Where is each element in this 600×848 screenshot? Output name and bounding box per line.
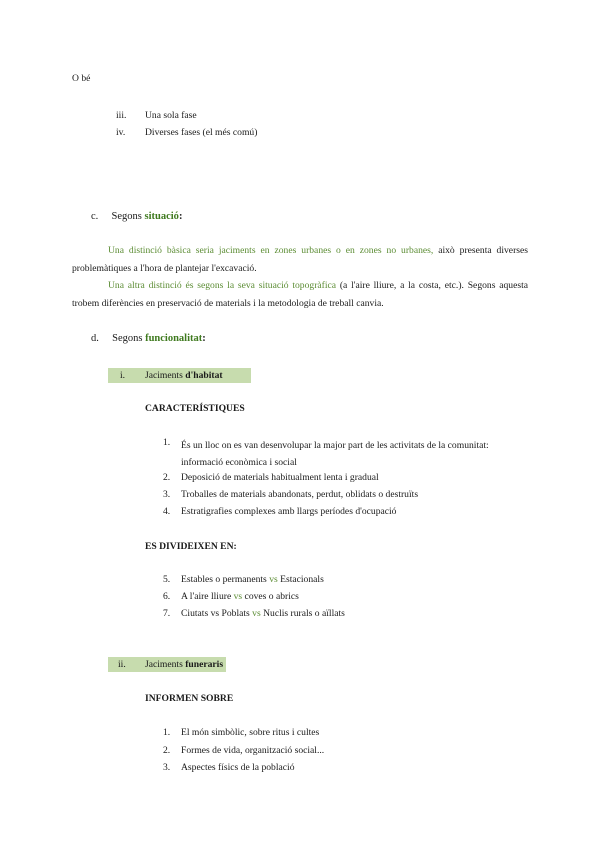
paragraph-text: (a l'aire lliure, a la costa, etc.). Segons aquesta trobem diferències en preservació de materials i la metodologia de treball canvia. — [72, 280, 529, 309]
list-item: Una sola fase — [145, 110, 197, 121]
list-item: Estratigrafies complexes amb llargs períodes d'ocupació — [181, 506, 397, 517]
list-item: Diverses fases (el més comú) — [145, 127, 258, 138]
list-item — [181, 574, 324, 585]
highlight-text: Una distinció bàsica seria jaciments en zones urbanes o en zones no urbanes, — [108, 245, 434, 256]
item-text: A l'aire lliure — [181, 591, 234, 602]
list-item — [181, 608, 345, 619]
subsection-prefix: Jaciments — [145, 659, 186, 670]
list-number: 1. — [163, 727, 171, 738]
list-item: Aspectes físics de la població — [181, 762, 295, 773]
list-heading: INFORMEN SOBRE — [145, 693, 234, 704]
section-prefix: Segons — [111, 211, 145, 222]
subsection-keyword: funeraris — [185, 659, 224, 670]
list-item: El món simbòlic, sobre ritus i cultes — [181, 727, 320, 738]
section-colon: : — [202, 333, 206, 344]
item-text: Nuclis rurals o aïllats — [260, 608, 345, 619]
list-number: 6. — [163, 591, 171, 602]
list-number: iv. — [116, 127, 126, 138]
list-item: És un lloc on es van desenvolupar la major part de les activitats de la comunitat: informació econòmica i social — [181, 440, 489, 468]
list-number: 3. — [163, 762, 171, 773]
list-number: 5. — [163, 574, 171, 585]
section-prefix: Segons — [112, 333, 146, 344]
section-c-paragraph-2 — [72, 277, 528, 312]
intro-text: O bé — [72, 73, 91, 84]
subsection-number: ii. — [118, 659, 126, 670]
list-heading: ES DIVIDEIXEN EN: — [145, 541, 237, 552]
vs-text: vs — [252, 608, 261, 619]
list-item — [181, 591, 299, 602]
subsection-prefix: Jaciments — [145, 370, 186, 381]
item-text: Estables o permanents — [181, 574, 270, 585]
list-number: 4. — [163, 506, 171, 517]
item-text: Estacionals — [277, 574, 324, 585]
list-number: 3. — [163, 489, 171, 500]
section-colon: : — [178, 211, 183, 222]
section-letter: c. — [91, 211, 99, 222]
list-item: Deposició de materials habitualment lenta i gradual — [181, 472, 379, 483]
section-c-paragraph-1 — [72, 242, 528, 277]
subsection-keyword: d'habitat — [185, 370, 223, 381]
vs-text: vs — [269, 574, 278, 585]
subsection-title — [145, 659, 223, 670]
vs-text: vs — [233, 591, 243, 602]
list-number: iii. — [116, 110, 127, 121]
section-keyword: situació — [144, 211, 179, 222]
highlight-text: Una altra distinció és segons la seva situació topogràfica — [108, 280, 337, 291]
section-letter: d. — [91, 333, 99, 344]
list-item: Troballes de materials abandonats, perdut, oblidats o destruïts — [181, 489, 419, 500]
section-d-heading — [91, 333, 206, 344]
paragraph-text: això presenta diverses problemàtiques a l'hora de plantejar l'excavació. — [72, 245, 528, 274]
list-number: 2. — [163, 472, 171, 483]
section-c-heading — [91, 211, 182, 222]
item-text: coves o abrics — [242, 591, 299, 602]
list-number: 2. — [163, 745, 171, 756]
subsection-number: i. — [120, 370, 126, 381]
item-text: Ciutats vs Poblats — [181, 608, 253, 619]
list-number: 7. — [163, 608, 171, 619]
list-item: Formes de vida, organització social... — [181, 745, 325, 756]
list-heading: CARACTERÍSTIQUES — [145, 403, 245, 414]
list-number: 1. — [163, 437, 171, 448]
subsection-title — [145, 370, 223, 381]
section-keyword: funcionalitat — [145, 333, 203, 344]
